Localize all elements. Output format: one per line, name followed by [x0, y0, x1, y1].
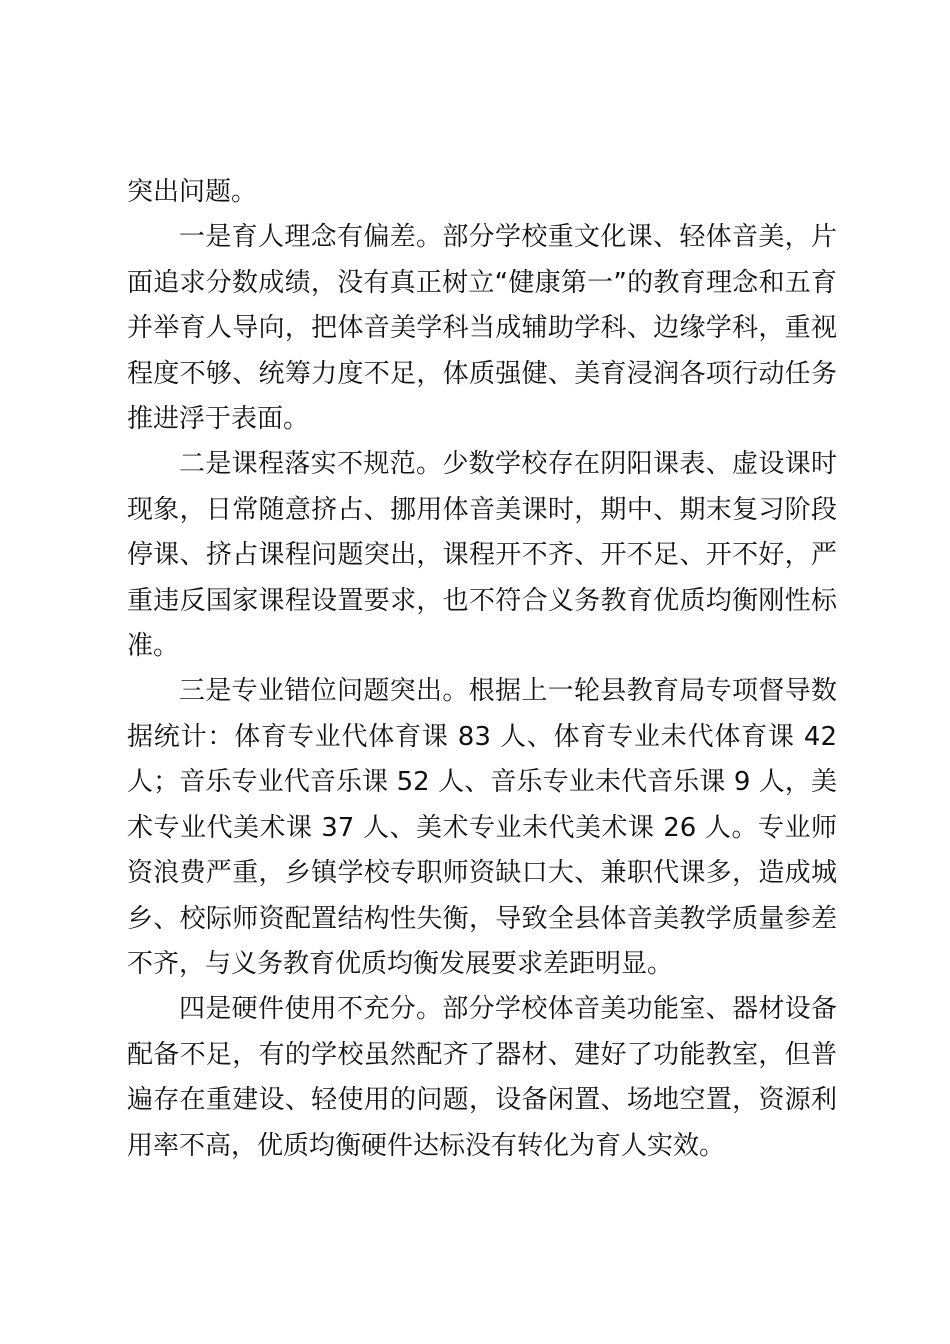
paragraph-hardware-usage: 四是硬件使用不充分。部分学校体音美功能室、器材设备配备不足，有的学校虽然配齐了器材、建好了功能教室，但普遍存在重建设、轻使用的问题，设备闲置、场地空置，资源利用率不高，优质均衡硬件达标没有转化为育人实效。 — [127, 994, 837, 1161]
paragraph-curriculum: 二是课程落实不规范。少数学校存在阴阳课表、虚设课时现象，日常随意挤占、挪用体音美课时，期中、期末复习阶段停课、挤占课程问题突出，课程开不齐、开不足、开不好，严重违反国家课程设置要求，也不符合义务教育优质均衡刚性标准。 — [127, 449, 837, 662]
document-body — [127, 170, 837, 1169]
paragraph-professional-mismatch: 三是专业错位问题突出。根据上一轮县教育局专项督导数据统计：体育专业代体育课 83 人、体育专业未代体育课 42 人；音乐专业代音乐课 52 人、音乐专业未代音乐课 9 人，美术专业代美术课 37 人、美术专业未代美术课 26 人。专业师资浪费严重，乡镇学校专职师资缺口大、兼职代课多，造成城乡、校际师资配置结构性失衡，导致全县体音美教学质量参差不齐，与义务教育优质均衡发展要求差距明显。 — [127, 676, 837, 979]
paragraph-continuation: 突出问题。 — [127, 177, 258, 207]
paragraph-teaching-philosophy: 一是育人理念有偏差。部分学校重文化课、轻体音美，片面追求分数成绩，没有真正树立“健康第一”的教育理念和五育并举育人导向，把体音美学科当成辅助学科、边缘学科，重视程度不够、统筹力度不足，体质强健、美育浸润各项行动任务推进浮于表面。 — [127, 222, 837, 435]
